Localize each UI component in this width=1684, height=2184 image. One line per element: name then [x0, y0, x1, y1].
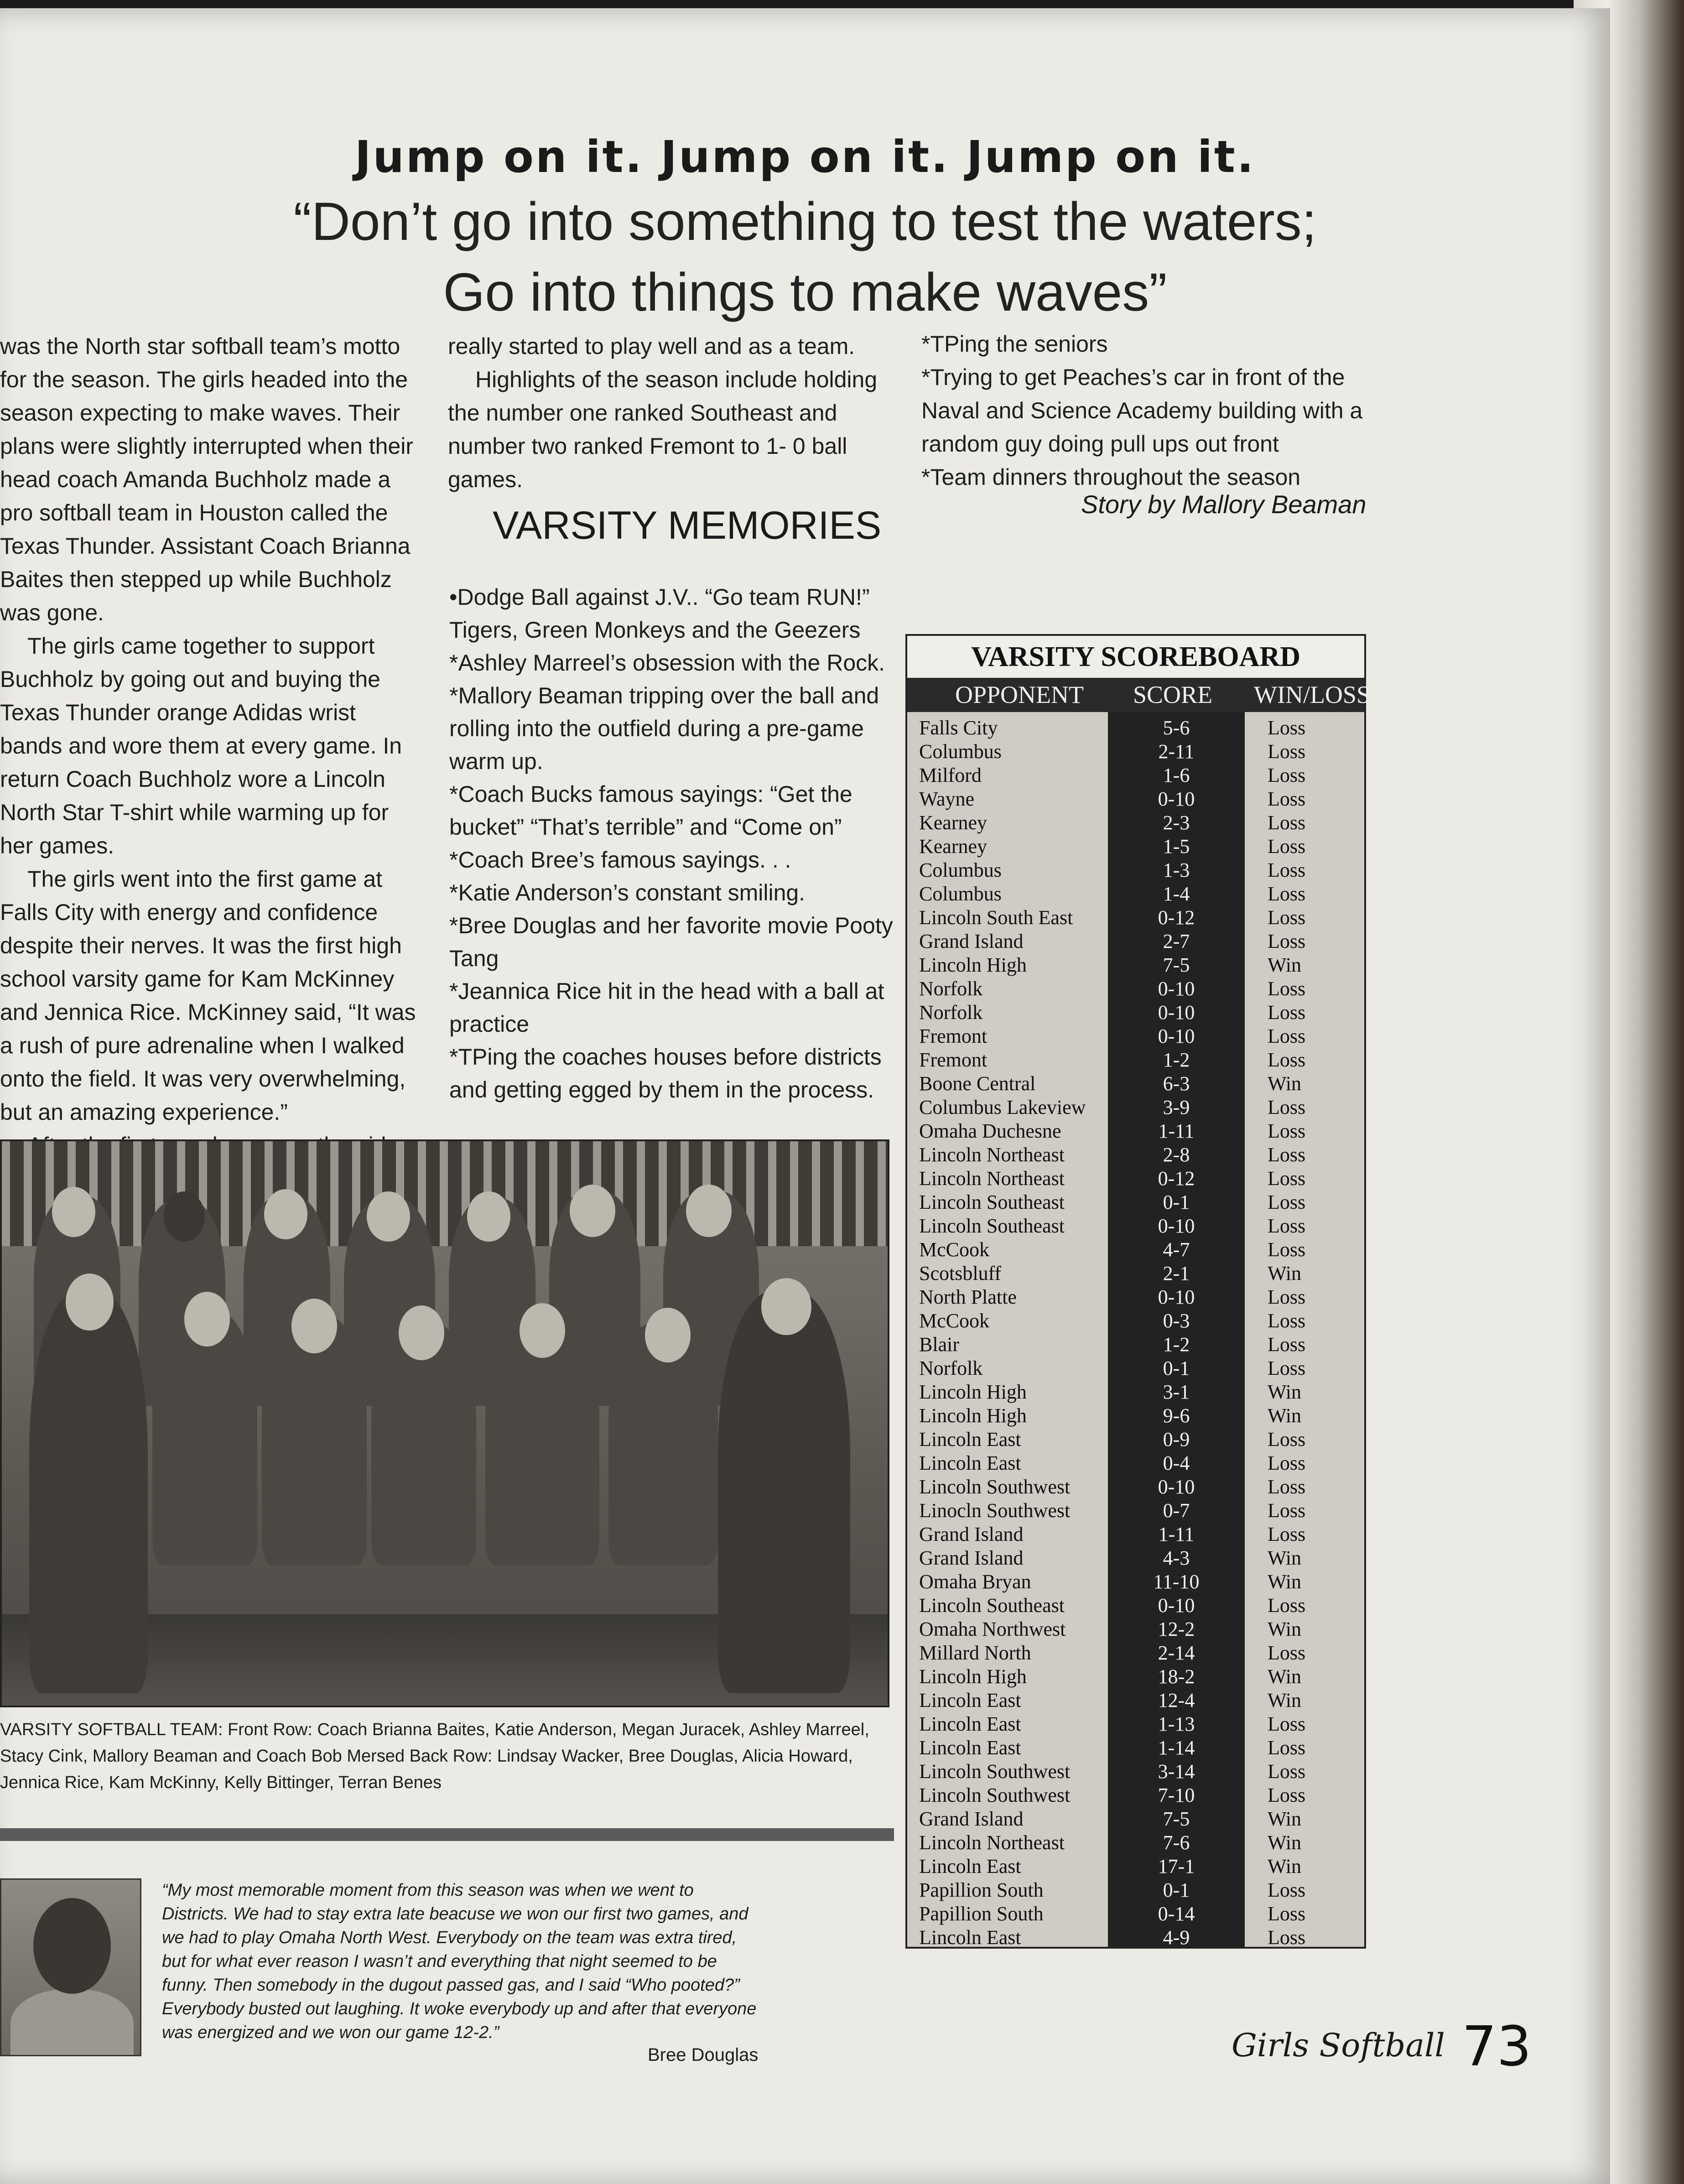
- score-cell: 0-1: [1163, 1357, 1190, 1379]
- result-cell: Loss: [1268, 835, 1306, 858]
- header-score: SCORE: [1133, 681, 1213, 708]
- score-cell: 0-4: [1163, 1452, 1190, 1474]
- result-cell: Loss: [1268, 1310, 1306, 1332]
- yearbook-page: [0, 8, 1610, 2184]
- score-cell: 3-9: [1163, 1096, 1190, 1118]
- result-cell: Loss: [1268, 1167, 1306, 1190]
- score-cell: 2-14: [1158, 1642, 1195, 1664]
- score-cell: 1-5: [1163, 835, 1190, 858]
- score-cell: 7-10: [1158, 1784, 1195, 1806]
- portrait-body: [10, 1989, 134, 2056]
- story-column-3: [921, 328, 1382, 494]
- player-face: [367, 1191, 410, 1242]
- story-paragraph: The girls came together to support Buchholz by going out and buying the Texas Thunder orange Adidas wrist bands and wore them at every game. In return Coach Buchholz wore a Lincoln North Star T-shirt while warming up for her games.: [0, 633, 402, 858]
- scoreboard-row: [907, 1143, 1364, 1168]
- scoreboard-row: [907, 1688, 1364, 1713]
- score-cell: 12-2: [1158, 1618, 1195, 1640]
- score-cell: 4-7: [1163, 1238, 1190, 1261]
- result-cell: Loss: [1268, 1286, 1306, 1308]
- memory-item: *Jeannica Rice hit in the head with a ball at practice: [449, 978, 884, 1037]
- opponent-cell: Lincoln Southwest: [919, 1760, 1071, 1783]
- scoreboard-row: [907, 716, 1364, 741]
- team-photo: [0, 1139, 889, 1707]
- result-cell: Loss: [1268, 1025, 1306, 1047]
- story-paragraph: really started to play well and as a team.: [448, 333, 855, 359]
- opponent-cell: Grand Island: [919, 930, 1024, 952]
- result-cell: Loss: [1268, 764, 1306, 786]
- opponent-cell: Columbus Lakeview: [919, 1096, 1086, 1118]
- opponent-cell: Lincoln High: [919, 1665, 1027, 1688]
- varsity-scoreboard: [905, 634, 1370, 1949]
- result-cell: Win: [1268, 1665, 1301, 1688]
- player-figure: [718, 1292, 850, 1693]
- opponent-cell: Lincoln Northeast: [919, 1831, 1065, 1854]
- opponent-cell: Columbus: [919, 883, 1002, 905]
- score-cell: 9-6: [1163, 1404, 1190, 1427]
- story-paragraph: was the North star softball team’s motto for the season. The girls headed into the season expecting to make waves. Their plans were slightly interrupted when their head coach Amanda Buchholz made a pro softball team in Houston called the Texas Thunder. Assistant Coach Brianna Baites then stepped up while Buchholz was gone.: [0, 333, 414, 625]
- scoreboard-row: [907, 1000, 1364, 1025]
- player-face: [291, 1299, 337, 1353]
- scoreboard-row: [907, 977, 1364, 1002]
- result-cell: Loss: [1268, 859, 1306, 881]
- scoreboard-row: [907, 1095, 1364, 1120]
- scoreboard-row: [907, 905, 1364, 931]
- score-cell: 0-1: [1163, 1191, 1190, 1213]
- story-column-1: [0, 330, 424, 1162]
- score-cell: 2-3: [1163, 811, 1190, 834]
- score-cell: 1-4: [1163, 883, 1190, 905]
- player-quote: “My most memorable moment from this season was when we went to Districts. We had to stay extra late beacuse we won our first two games, and we had to play Omaha North West. Everybody on the team was extra tired, but for what ever reason I wasn’t and everything that night seemed to be funny. Then somebody in the dugout passed gas, and I said “Who pooted?” Everybody busted out laughing. It woke everybody up and after that everyone was energized and we won our game 12-2.”: [162, 1881, 757, 2042]
- opponent-cell: Lincoln Southeast: [919, 1215, 1065, 1237]
- result-cell: Loss: [1268, 930, 1306, 952]
- quote-line-1: “Don’t go into something to test the waters;: [293, 192, 1317, 252]
- scoreboard-header: [907, 678, 1370, 712]
- scoreboard-row: [907, 882, 1364, 907]
- result-cell: Loss: [1268, 1594, 1306, 1617]
- opponent-cell: Papillion South: [919, 1879, 1044, 1901]
- result-cell: Loss: [1268, 717, 1306, 739]
- result-cell: Loss: [1268, 1642, 1306, 1664]
- varsity-memories-title: VARSITY MEMORIES: [493, 504, 882, 547]
- score-cell: 5-6: [1163, 717, 1190, 739]
- memory-item: *Coach Bucks famous sayings: “Get the bucket” “That’s terrible” and “Come on”: [449, 781, 852, 840]
- scoreboard-row: [907, 1309, 1364, 1334]
- opponent-cell: Lincoln South East: [919, 906, 1073, 929]
- player-face: [184, 1292, 230, 1347]
- score-cell: 11-10: [1153, 1570, 1200, 1593]
- scoreboard-row: [907, 1166, 1364, 1191]
- score-cell: 0-12: [1158, 906, 1195, 929]
- score-cell: 1-3: [1163, 859, 1190, 881]
- opponent-cell: Lincoln Southeast: [919, 1594, 1065, 1617]
- score-cell: 1-2: [1163, 1333, 1190, 1356]
- scoreboard-row: [907, 1570, 1364, 1595]
- opponent-cell: Lincoln East: [919, 1926, 1021, 1949]
- result-cell: Win: [1268, 1547, 1301, 1569]
- player-face: [570, 1185, 615, 1237]
- scoreboard-row: [907, 953, 1364, 978]
- story-paragraph: *TPing the seniors: [921, 331, 1108, 357]
- score-cell: 0-10: [1158, 1215, 1195, 1237]
- scoreboard-row: [907, 1522, 1364, 1547]
- result-cell: Loss: [1268, 1903, 1306, 1925]
- opponent-cell: Lincoln East: [919, 1428, 1021, 1451]
- memories-list: [449, 581, 905, 1106]
- result-cell: Loss: [1268, 740, 1306, 763]
- opponent-cell: Boone Central: [919, 1072, 1036, 1095]
- opponent-cell: Lincoln East: [919, 1452, 1021, 1474]
- opponent-cell: Lincoln High: [919, 1381, 1027, 1403]
- score-cell: 7-6: [1163, 1831, 1190, 1854]
- scoreboard-row: [907, 1261, 1364, 1286]
- opponent-cell: Omaha Bryan: [919, 1570, 1031, 1593]
- opponent-cell: Grand Island: [919, 1547, 1024, 1569]
- score-cell: 1-14: [1158, 1737, 1195, 1759]
- score-cell: 2-1: [1163, 1262, 1190, 1284]
- header-result: WIN/LOSS: [1254, 681, 1370, 708]
- scoreboard-row: [907, 1830, 1364, 1856]
- score-cell: 0-1: [1163, 1879, 1190, 1901]
- result-cell: Loss: [1268, 1926, 1306, 1949]
- player-face: [264, 1189, 307, 1239]
- result-cell: Win: [1268, 1381, 1301, 1403]
- memory-item: *TPing the coaches houses before districts and getting egged by them in the process.: [449, 1044, 882, 1102]
- scoreboard-row: [907, 1712, 1364, 1737]
- opponent-cell: Norfolk: [919, 978, 983, 1000]
- score-cell: 1-2: [1163, 1049, 1190, 1071]
- section-footer: Girls Softball: [1232, 2027, 1445, 2064]
- scoreboard-row: [907, 811, 1364, 836]
- story-paragraph: *Trying to get Peaches’s car in front of the Naval and Science Academy building with a random guy doing pull ups out front: [921, 364, 1363, 457]
- result-cell: Loss: [1268, 1357, 1306, 1379]
- story-paragraph: *Team dinners throughout the season: [921, 464, 1301, 490]
- memory-item: *Ashley Marreel’s obsession with the Rock.: [449, 650, 885, 676]
- score-cell: 1-11: [1158, 1523, 1195, 1545]
- result-cell: Loss: [1268, 1333, 1306, 1356]
- player-figure: [29, 1292, 148, 1693]
- story-paragraph: The girls went into the first game at Falls City with energy and confidence despite their nerves. It was the first high school varsity game for Kam McKinney and Jennica Rice. McKinney said, “It was a rush of pure adrenaline when I walked onto the field. It was very overwhelming, but an amazing experience.”: [0, 866, 416, 1125]
- score-cell: 0-7: [1163, 1499, 1190, 1522]
- memory-item: *Mallory Beaman tripping over the ball and rolling into the outfield during a pre-game warm up.: [449, 683, 879, 774]
- scoreboard-row: [907, 1475, 1364, 1500]
- opponent-cell: McCook: [919, 1310, 989, 1332]
- result-cell: Loss: [1268, 1215, 1306, 1237]
- result-cell: Loss: [1268, 1001, 1306, 1024]
- score-cell: 0-10: [1158, 1286, 1195, 1308]
- player-face: [761, 1278, 811, 1335]
- score-cell: 0-12: [1158, 1167, 1195, 1190]
- opponent-cell: Columbus: [919, 740, 1002, 763]
- result-cell: Loss: [1268, 1238, 1306, 1261]
- scoreboard-row: [907, 1759, 1364, 1784]
- player-face: [52, 1187, 95, 1237]
- score-cell: 0-10: [1158, 788, 1195, 810]
- result-cell: Loss: [1268, 1476, 1306, 1498]
- score-cell: 12-4: [1158, 1689, 1195, 1711]
- scoreboard-row: [907, 1332, 1364, 1357]
- scoreboard-row: [907, 739, 1364, 764]
- score-cell: 0-10: [1158, 1025, 1195, 1047]
- opponent-cell: Lincoln East: [919, 1713, 1021, 1735]
- scoreboard-row: [907, 1119, 1364, 1144]
- result-cell: Win: [1268, 1808, 1301, 1830]
- result-cell: Loss: [1268, 1049, 1306, 1071]
- opponent-cell: Fremont: [919, 1025, 988, 1047]
- result-cell: Win: [1268, 1618, 1301, 1640]
- player-face: [645, 1308, 691, 1362]
- opponent-cell: Kearney: [919, 835, 988, 858]
- opponent-cell: Linocln Southwest: [919, 1499, 1071, 1522]
- scoreboard-row: [907, 787, 1364, 812]
- player-portrait: [0, 1878, 141, 2056]
- scoreboard-row: [907, 1451, 1364, 1476]
- score-cell: 1-11: [1158, 1120, 1195, 1142]
- player-face: [66, 1274, 114, 1331]
- scoreboard-row: [907, 1498, 1364, 1524]
- scoreboard-row: [907, 1071, 1364, 1097]
- result-cell: Win: [1268, 1831, 1301, 1854]
- score-cell: 7-5: [1163, 954, 1190, 976]
- player-quote-name: Bree Douglas: [648, 2045, 759, 2065]
- opponent-cell: Wayne: [919, 788, 975, 810]
- opponent-cell: Kearney: [919, 811, 988, 834]
- scoreboard-row: [907, 1214, 1364, 1239]
- scoreboard-row: [907, 1925, 1364, 1950]
- player-face: [164, 1191, 205, 1242]
- score-cell: 18-2: [1158, 1665, 1195, 1688]
- result-cell: Loss: [1268, 1784, 1306, 1806]
- opponent-cell: Lincoln High: [919, 954, 1027, 976]
- opponent-cell: Grand Island: [919, 1808, 1024, 1830]
- scoreboard-row: [907, 1024, 1364, 1049]
- scoreboard-row: [907, 1783, 1364, 1808]
- bleacher-background: [2, 1141, 888, 1246]
- score-cell: 1-6: [1163, 764, 1190, 786]
- memory-item: *Katie Anderson’s constant smiling.: [449, 880, 806, 905]
- score-cell: 0-14: [1158, 1903, 1195, 1925]
- score-cell: 4-3: [1163, 1547, 1190, 1569]
- result-cell: Loss: [1268, 883, 1306, 905]
- scoreboard-row: [907, 858, 1364, 883]
- result-cell: Loss: [1268, 1191, 1306, 1213]
- scoreboard-row: [907, 1190, 1364, 1215]
- score-cell: 2-8: [1163, 1144, 1190, 1166]
- opponent-cell: Papillion South: [919, 1903, 1044, 1925]
- scoreboard-row: [907, 1238, 1364, 1263]
- opponent-cell: Millard North: [919, 1642, 1031, 1664]
- opponent-cell: Omaha Duchesne: [919, 1120, 1061, 1142]
- scoreboard-row: [907, 1617, 1364, 1642]
- score-cell: 6-3: [1163, 1072, 1190, 1095]
- opponent-cell: North Platte: [919, 1286, 1017, 1308]
- opponent-cell: Lincoln East: [919, 1737, 1021, 1759]
- photo-caption: VARSITY SOFTBALL TEAM: Front Row: Coach Brianna Baites, Katie Anderson, Megan Juracek, Ashley Marreel, Stacy Cink, Mallory Beaman and Coach Bob Mersed Back Row: Lindsay Wacker, Bree Douglas, Alicia Howard, Jennica Rice, Kam McKinny, Kelly Bittinger, Terran Benes: [0, 1720, 869, 1792]
- opponent-cell: Milford: [919, 764, 982, 786]
- scoreboard-row: [907, 1427, 1364, 1452]
- player-face: [686, 1185, 732, 1237]
- result-cell: Loss: [1268, 1760, 1306, 1783]
- story-column-2: [448, 330, 899, 496]
- opponent-cell: Norfolk: [919, 1001, 983, 1024]
- story-paragraph: Highlights of the season include holding the number one ranked Southeast and number two ranked Fremont to 1- 0 ball games.: [448, 367, 878, 492]
- scoreboard-row: [907, 1854, 1364, 1879]
- result-cell: Win: [1268, 1570, 1301, 1593]
- score-cell: 3-1: [1163, 1381, 1190, 1403]
- score-cell: 7-5: [1163, 1808, 1190, 1830]
- player-face: [520, 1303, 565, 1358]
- scoreboard-row: [907, 1380, 1364, 1405]
- memory-item: *Bree Douglas and her favorite movie Pooty Tang: [449, 913, 893, 971]
- score-cell: 0-10: [1158, 1594, 1195, 1617]
- score-cell: 0-10: [1158, 978, 1195, 1000]
- opponent-cell: Lincoln Northeast: [919, 1144, 1065, 1166]
- result-cell: Loss: [1268, 1499, 1306, 1522]
- scoreboard-row: [907, 1902, 1364, 1927]
- opponent-cell: Blair: [919, 1333, 959, 1356]
- portrait-head: [33, 1898, 111, 1994]
- scoreboard-row: [907, 1736, 1364, 1761]
- result-cell: Win: [1268, 1072, 1301, 1095]
- byline: Story by Mallory Beaman: [1081, 490, 1367, 519]
- result-cell: Loss: [1268, 1452, 1306, 1474]
- memory-item: *Coach Bree’s famous sayings. . .: [449, 847, 791, 873]
- opponent-cell: McCook: [919, 1238, 989, 1261]
- scoreboard-row: [907, 1356, 1364, 1381]
- score-cell: 4-9: [1163, 1926, 1190, 1949]
- result-cell: Loss: [1268, 1523, 1306, 1545]
- memory-item: •Dodge Ball against J.V.. “Go team RUN!” Tigers, Green Monkeys and the Geezers: [449, 584, 870, 643]
- opponent-cell: Lincoln East: [919, 1689, 1021, 1711]
- scoreboard-row: [907, 1404, 1364, 1429]
- opponent-cell: Falls City: [919, 717, 998, 739]
- result-cell: Loss: [1268, 906, 1306, 929]
- result-cell: Loss: [1268, 1713, 1306, 1735]
- scoreboard-row: [907, 1285, 1364, 1310]
- player-face: [399, 1305, 444, 1360]
- score-cell: 3-14: [1158, 1760, 1195, 1783]
- headline: Jump on it. Jump on it. Jump on it.: [354, 131, 1256, 182]
- scoreboard-row: [907, 1664, 1364, 1690]
- result-cell: Win: [1268, 1404, 1301, 1427]
- opponent-cell: Lincoln Southwest: [919, 1476, 1071, 1498]
- score-cell: 2-7: [1163, 930, 1190, 952]
- score-cell: 0-9: [1163, 1428, 1190, 1451]
- opponent-cell: Lincoln Southwest: [919, 1784, 1071, 1806]
- result-cell: Win: [1268, 1855, 1301, 1877]
- result-cell: Loss: [1268, 1120, 1306, 1142]
- result-cell: Loss: [1268, 1428, 1306, 1451]
- quote-line-2: Go into things to make waves”: [443, 262, 1167, 322]
- opponent-cell: Lincoln Southeast: [919, 1191, 1065, 1213]
- scoreboard-title: VARSITY SCOREBOARD: [907, 636, 1364, 679]
- opponent-cell: Norfolk: [919, 1357, 983, 1379]
- result-cell: Win: [1268, 1689, 1301, 1711]
- page-number: 73: [1462, 2015, 1532, 2079]
- opponent-cell: Columbus: [919, 859, 1002, 881]
- scoreboard-row: [907, 929, 1364, 954]
- header-opponent: OPPONENT: [955, 681, 1084, 708]
- result-cell: Loss: [1268, 1144, 1306, 1166]
- scoreboard-row: [907, 1048, 1364, 1073]
- score-cell: 1-13: [1158, 1713, 1195, 1735]
- scoreboard-row: [907, 834, 1364, 859]
- scoreboard-row: [907, 1546, 1364, 1571]
- opponent-cell: Lincoln East: [919, 1855, 1021, 1877]
- result-cell: Win: [1268, 954, 1301, 976]
- player-figure: [152, 1310, 257, 1565]
- scoreboard-row: [907, 1878, 1364, 1903]
- opponent-cell: Lincoln Northeast: [919, 1167, 1065, 1190]
- scoreboard-row: [907, 1807, 1364, 1832]
- player-face: [467, 1191, 510, 1242]
- result-cell: Loss: [1268, 1737, 1306, 1759]
- scoreboard-row: [907, 763, 1364, 788]
- result-cell: Win: [1268, 1262, 1301, 1284]
- score-cell: 17-1: [1158, 1855, 1195, 1877]
- score-cell: 2-11: [1158, 740, 1195, 763]
- opponent-cell: Omaha Northwest: [919, 1618, 1066, 1640]
- result-cell: Loss: [1268, 978, 1306, 1000]
- score-cell: 0-10: [1158, 1476, 1195, 1498]
- scoreboard-row: [907, 1641, 1364, 1666]
- opponent-cell: Lincoln High: [919, 1404, 1027, 1427]
- result-cell: Loss: [1268, 811, 1306, 834]
- result-cell: Loss: [1268, 788, 1306, 810]
- result-cell: Loss: [1268, 1096, 1306, 1118]
- scoreboard-row: [907, 1593, 1364, 1618]
- opponent-cell: Fremont: [919, 1049, 988, 1071]
- score-cell: 0-3: [1163, 1310, 1190, 1332]
- result-cell: Loss: [1268, 1879, 1306, 1901]
- divider-bar: [0, 1828, 894, 1841]
- score-cell: 0-10: [1158, 1001, 1195, 1024]
- opponent-cell: Scotsbluff: [919, 1262, 1002, 1284]
- opponent-cell: Grand Island: [919, 1523, 1024, 1545]
